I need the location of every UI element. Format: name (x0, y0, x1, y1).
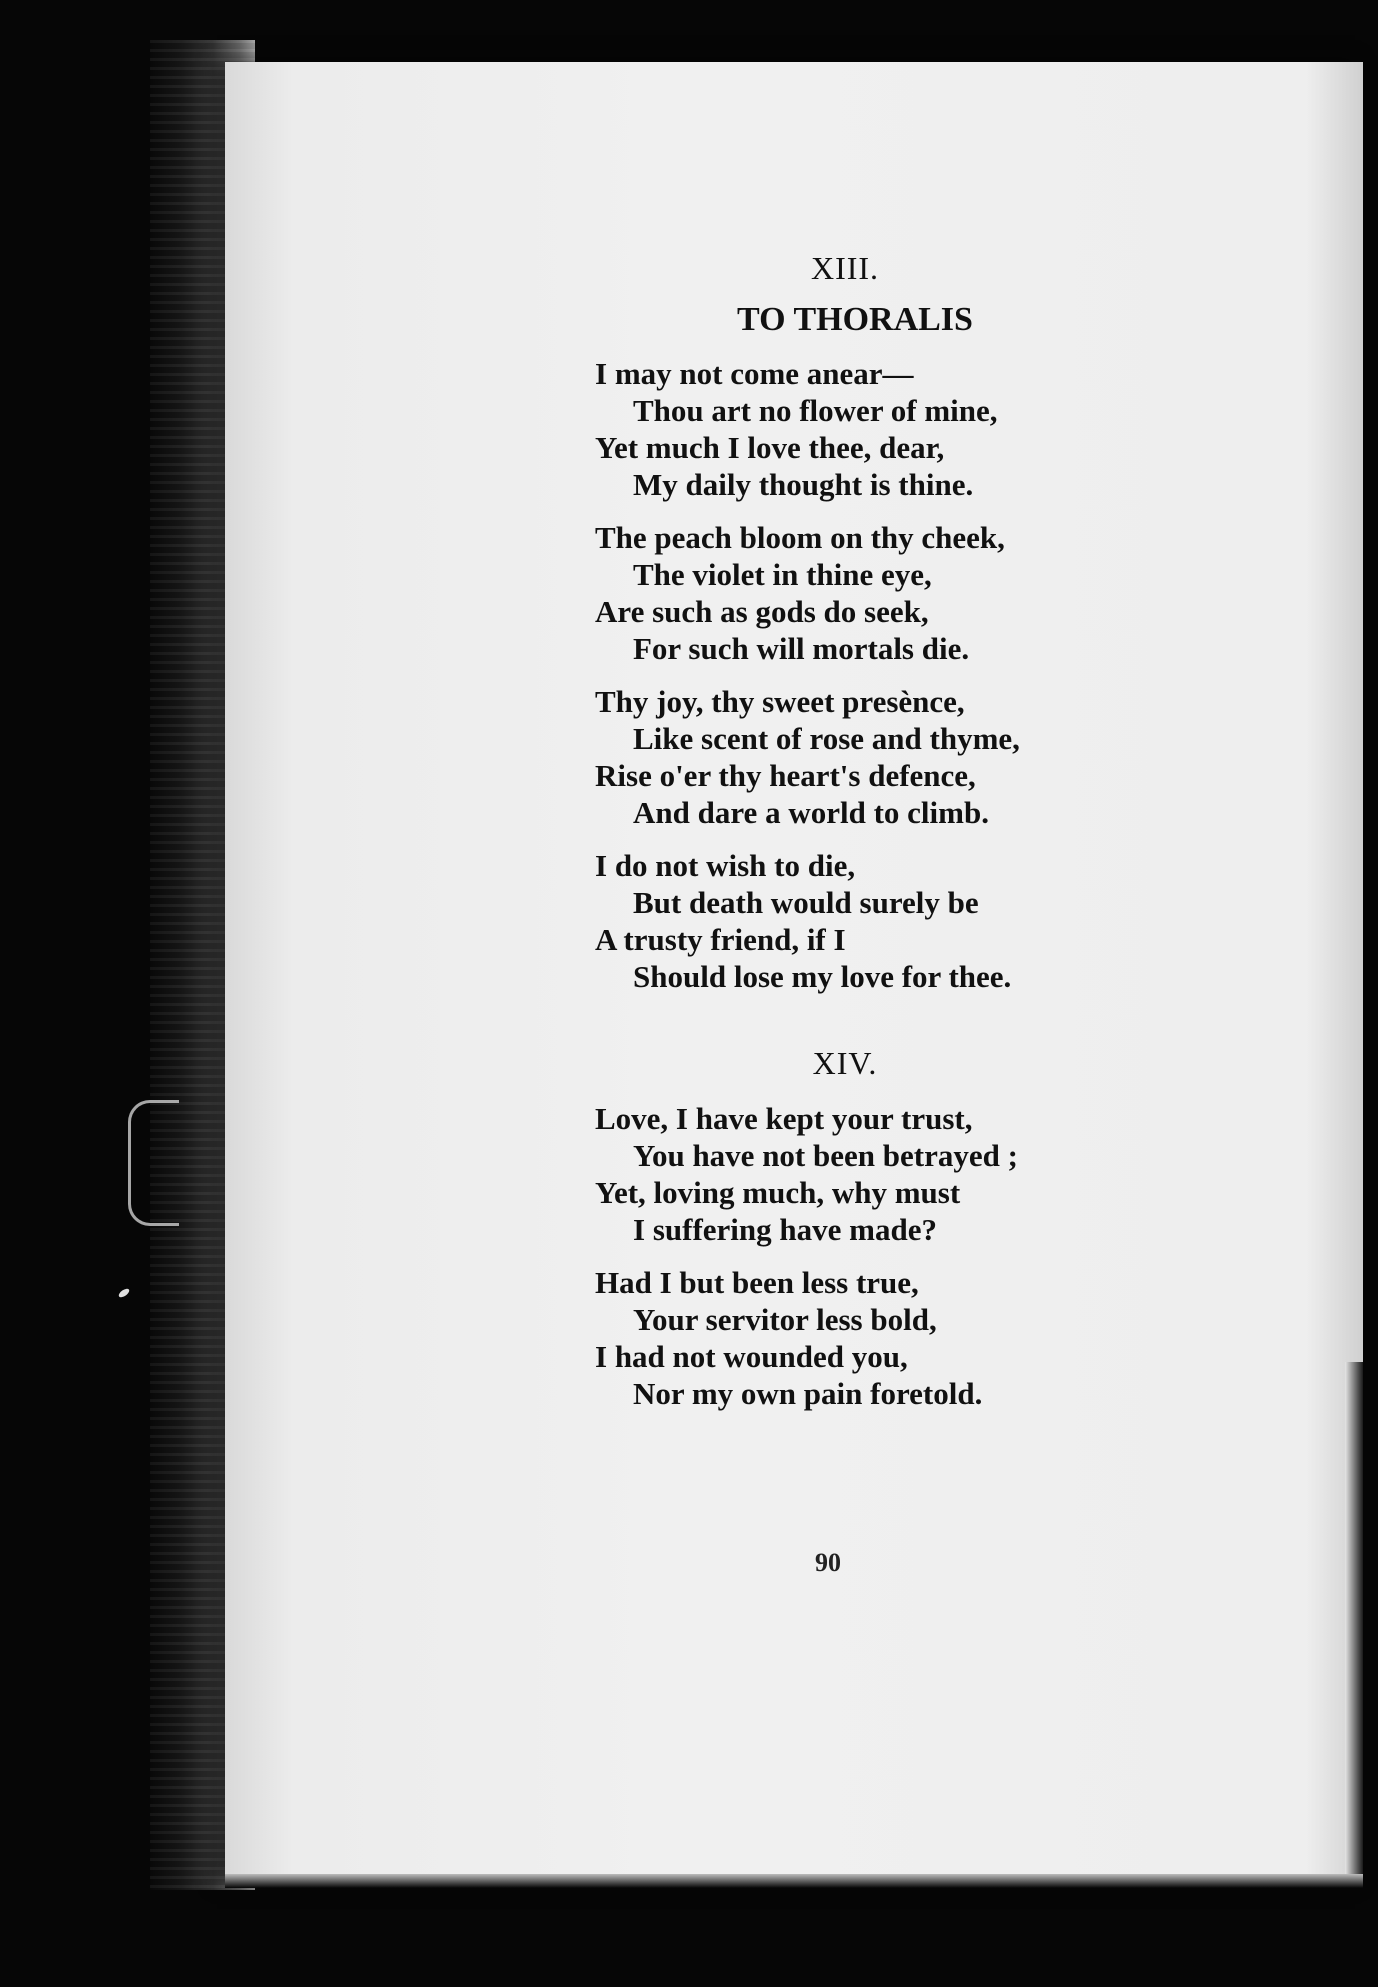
poem-line: Are such as gods do seek, (595, 594, 929, 629)
poem-line: Like scent of rose and thyme, (633, 721, 1020, 756)
stanza (595, 683, 1155, 831)
stanza (595, 355, 1155, 503)
poem-line: My daily thought is thine. (633, 467, 974, 502)
poem-line: I may not come anear— (595, 356, 914, 391)
poem-line: Thy joy, thy sweet presènce, (595, 684, 965, 719)
poem-line: Rise o'er thy heart's defence, (595, 758, 976, 793)
page-bottom-edge (225, 1874, 1363, 1888)
poem-line: For such will mortals die. (633, 631, 970, 666)
poem-line: I had not wounded you, (595, 1339, 908, 1374)
poem-line: I do not wish to die, (595, 848, 856, 883)
section-gap (595, 1011, 1155, 1045)
poem-text-block (595, 250, 1155, 1428)
poem-line: A trusty friend, if I (595, 922, 846, 957)
stanza (595, 847, 1155, 995)
clip-mark (128, 1100, 179, 1226)
poem-line: Should lose my love for thee. (633, 959, 1012, 994)
poem-line: I suffering have made? (633, 1212, 937, 1247)
stanza (595, 1100, 1155, 1248)
poem-line: Love, I have kept your trust, (595, 1101, 973, 1136)
page-number: 90 (815, 1548, 841, 1577)
poem-line: But death would surely be (633, 885, 979, 920)
stanza (595, 1264, 1155, 1412)
poem-line: The violet in thine eye, (633, 557, 932, 592)
section-xiii (595, 250, 1155, 995)
poem-line: Nor my own pain foretold. (633, 1376, 983, 1411)
poem-line: Had I but been less true, (595, 1265, 919, 1300)
poem-line: Your servitor less bold, (633, 1302, 937, 1337)
poem-line: You have not been betrayed ; (633, 1138, 1018, 1173)
section-number: XIV. (812, 1045, 878, 1081)
section-number: XIII. (810, 250, 880, 286)
poem-line: Yet much I love thee, dear, (595, 430, 945, 465)
poem-line: Yet, loving much, why must (595, 1175, 961, 1210)
poem-line: Thou art no flower of mine, (633, 393, 998, 428)
section-xiv (595, 1045, 1155, 1412)
stanza (595, 519, 1155, 667)
page-right-edge (1345, 1362, 1363, 1882)
poem-line: And dare a world to climb. (633, 795, 989, 830)
poem-line: The peach bloom on thy cheek, (595, 520, 1005, 555)
poem-title: TO THORALIS (737, 301, 973, 338)
